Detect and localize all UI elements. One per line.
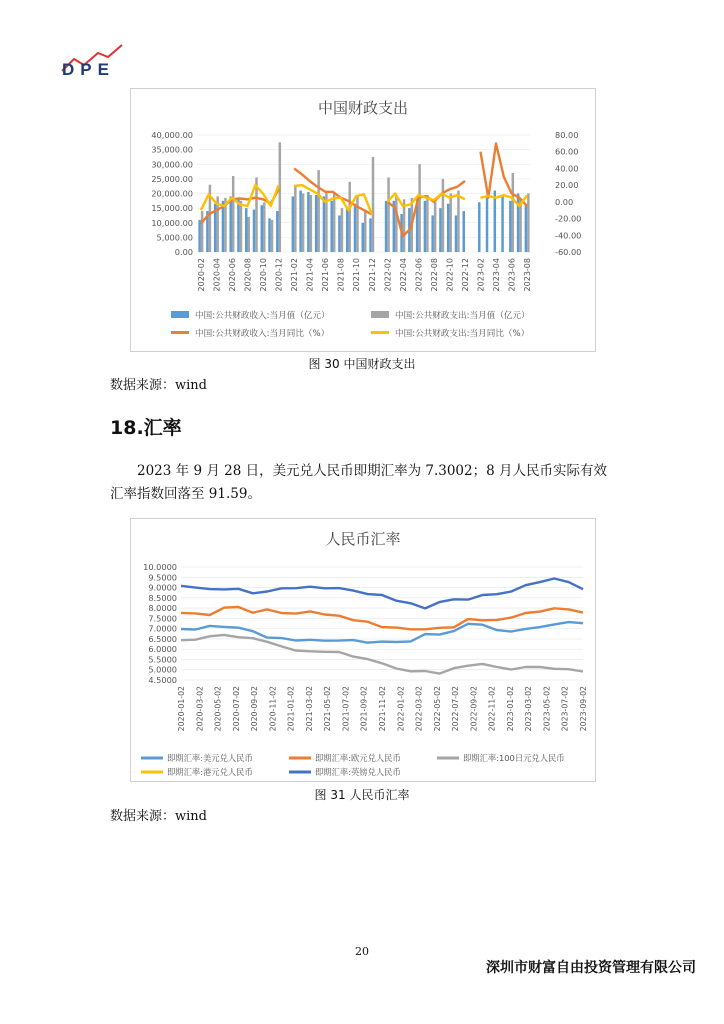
y2-tick-label: 40.00 — [555, 163, 579, 174]
x-tick-label: 2023-07-02 — [560, 686, 570, 732]
x-tick-label: 2020-12 — [274, 258, 284, 292]
bar — [307, 192, 309, 252]
bar — [317, 170, 319, 252]
bar — [372, 157, 374, 252]
bar — [229, 196, 231, 252]
fiscal-chart-svg — [131, 89, 595, 351]
x-tick-label: 2021-03-02 — [304, 686, 314, 732]
x-tick-label: 2023-08 — [523, 258, 533, 292]
bar — [418, 164, 420, 252]
y2-tick-label: 80.00 — [555, 130, 579, 140]
x-tick-label: 2022-12 — [460, 258, 470, 292]
y2-tick-label: 0.00 — [555, 196, 574, 207]
bar — [387, 177, 389, 252]
series-line — [181, 622, 583, 643]
bar — [364, 210, 366, 252]
bar — [501, 196, 503, 252]
x-tick-label: 2022-11-02 — [487, 686, 497, 732]
x-tick-label: 2023-05-02 — [542, 686, 552, 732]
bar — [341, 208, 343, 252]
y2-tick-label: 20.00 — [555, 180, 579, 191]
legend-label: 即期汇率:英镑兑人民币 — [315, 767, 401, 777]
bar — [462, 211, 464, 252]
y-tick-label: 5.0000 — [148, 664, 177, 675]
x-tick-label: 2021-10 — [352, 258, 362, 292]
bar — [292, 196, 294, 252]
bar — [263, 202, 265, 252]
bar — [486, 195, 488, 252]
figure-31-source: 数据来源：wind — [110, 809, 207, 824]
x-tick-label: 2020-06 — [227, 258, 237, 292]
bar — [478, 202, 480, 252]
y-tick-label: 35,000.00 — [151, 144, 193, 155]
bar — [268, 218, 270, 252]
y2-tick-label: -60.00 — [555, 247, 582, 257]
legend-label: 中国:公共财政收入:当月同比（%） — [195, 329, 330, 339]
y-tick-label: 10,000.00 — [151, 217, 193, 228]
x-tick-label: 2020-09-02 — [250, 686, 260, 732]
figure-30-source: 数据来源：wind — [110, 378, 207, 393]
bar — [449, 194, 451, 253]
bar — [426, 195, 428, 252]
chart-title: 中国财政支出 — [317, 99, 409, 117]
y-tick-label: 30,000.00 — [151, 159, 193, 170]
bar — [346, 208, 348, 252]
x-tick-label: 2021-06 — [321, 258, 331, 292]
bar — [279, 142, 281, 252]
bar — [424, 201, 426, 252]
x-tick-label: 2022-04 — [398, 258, 408, 292]
bar — [261, 205, 263, 252]
x-tick-label: 2022-09-02 — [469, 686, 479, 732]
y-tick-label: 20,000.00 — [151, 188, 193, 199]
x-tick-label: 2023-01-02 — [505, 686, 515, 732]
legend-label: 即期汇率:欧元兑人民币 — [315, 753, 401, 763]
legend-swatch — [171, 311, 189, 318]
x-tick-label: 2022-07-02 — [451, 686, 461, 732]
x-tick-label: 2020-01-02 — [177, 686, 186, 732]
page-number: 20 — [355, 945, 369, 958]
y-tick-label: 10.0000 — [143, 562, 177, 572]
y2-tick-label: -40.00 — [555, 230, 582, 241]
logo-text: DPE — [62, 60, 115, 79]
bar — [299, 191, 301, 252]
bar — [369, 218, 371, 252]
bar — [247, 217, 249, 252]
bar — [356, 196, 358, 252]
y2-tick-label: 60.00 — [555, 146, 579, 157]
x-tick-label: 2020-03-02 — [195, 686, 205, 732]
x-tick-label: 2023-06 — [507, 258, 517, 292]
x-tick-label: 2020-05-02 — [213, 686, 223, 732]
bar — [333, 194, 335, 253]
x-tick-label: 2023-03-02 — [524, 686, 534, 732]
bar — [276, 211, 278, 252]
y-tick-label: 8.5000 — [148, 592, 177, 603]
bar — [330, 201, 332, 252]
x-tick-label: 2021-09-02 — [359, 686, 369, 732]
y-tick-label: 5,000.00 — [156, 232, 193, 243]
x-tick-label: 2021-08 — [336, 258, 346, 292]
bar — [447, 204, 449, 252]
x-tick-label: 2022-06 — [414, 258, 424, 292]
x-tick-label: 2022-10 — [445, 258, 455, 292]
x-tick-label: 2021-05-02 — [323, 686, 333, 732]
x-tick-label: 2021-04 — [305, 258, 315, 292]
x-tick-label: 2021-07-02 — [341, 686, 351, 732]
bar — [362, 223, 364, 252]
bar — [310, 195, 312, 252]
y-tick-label: 6.0000 — [148, 644, 177, 655]
y-tick-label: 15,000.00 — [151, 203, 193, 214]
figure-30-caption: 图 30 中国财政支出 — [308, 357, 416, 371]
fx-chart-svg — [131, 519, 595, 781]
y2-tick-label: -20.00 — [555, 213, 582, 224]
x-tick-label: 2023-02 — [476, 258, 486, 292]
x-tick-label: 2021-11-02 — [378, 686, 387, 732]
y-tick-label: 7.5000 — [148, 613, 177, 624]
x-tick-label: 2020-02 — [196, 258, 206, 292]
bar — [294, 185, 296, 252]
x-tick-label: 2020-04 — [212, 258, 222, 292]
y-tick-label: 9.0000 — [148, 582, 177, 593]
x-tick-label: 2021-01-02 — [286, 686, 296, 732]
x-tick-label: 2023-09-02 — [579, 686, 588, 732]
company-name: 深圳市财富自由投资管理有限公司 — [486, 960, 696, 976]
legend-label: 即期汇率:美元兑人民币 — [167, 753, 253, 763]
bar — [302, 194, 304, 253]
x-tick-label: 2021-02 — [290, 258, 300, 292]
figure-31-caption: 图 31 人民币汇率 — [314, 788, 410, 802]
bar — [509, 201, 511, 252]
bar — [338, 215, 340, 252]
x-tick-label: 2020-11-02 — [268, 686, 278, 732]
section-heading: 18.汇率 — [110, 417, 182, 439]
y-tick-label: 0.00 — [174, 247, 193, 257]
bar — [237, 199, 239, 252]
paragraph-line-2: 汇率指数回落至 91.59。 — [110, 486, 261, 502]
y-tick-label: 25,000.00 — [151, 173, 193, 184]
x-tick-label: 2022-01-02 — [396, 686, 406, 732]
x-tick-label: 2020-10 — [259, 258, 269, 292]
y-tick-label: 4.5000 — [148, 675, 177, 685]
bar — [245, 208, 247, 252]
bar — [201, 211, 203, 252]
bar — [240, 201, 242, 252]
bar — [198, 220, 200, 252]
legend-label: 即期汇率:港元兑人民币 — [167, 767, 253, 777]
bar — [253, 210, 255, 252]
y-tick-label: 9.5000 — [148, 572, 177, 583]
x-tick-label: 2022-05-02 — [432, 686, 442, 732]
x-tick-label: 2022-02 — [383, 258, 393, 292]
legend-label: 即期汇率:100日元兑人民币 — [463, 753, 565, 763]
bar — [457, 191, 459, 252]
x-tick-label: 2023-04 — [492, 258, 502, 292]
y-tick-label: 5.5000 — [148, 654, 177, 665]
bar — [232, 176, 234, 252]
series-line — [181, 579, 583, 609]
bar — [455, 215, 457, 252]
y-tick-label: 40,000.00 — [151, 130, 193, 140]
rmb-exchange-rate-chart — [130, 518, 596, 782]
bar — [271, 220, 273, 252]
bar — [323, 196, 325, 252]
bar — [442, 179, 444, 252]
chart-title: 人民币汇率 — [325, 530, 401, 548]
bar — [512, 173, 514, 252]
bar — [348, 182, 350, 252]
y-tick-label: 7.0000 — [148, 623, 177, 634]
legend-label: 中国:公共财政支出:当月同比（%） — [395, 329, 530, 339]
bar — [439, 208, 441, 252]
paragraph-line-1: 2023 年 9 月 28 日，美元兑人民币即期汇率为 7.3002；8 月人民币实际有效 — [137, 463, 607, 479]
x-tick-label: 2020-08 — [243, 258, 253, 292]
x-tick-label: 2022-03-02 — [414, 686, 424, 732]
x-tick-label: 2022-08 — [429, 258, 439, 292]
x-tick-label: 2021-12 — [367, 258, 377, 292]
bar — [434, 199, 436, 252]
bar — [525, 205, 527, 252]
legend-swatch — [371, 311, 389, 318]
bar — [527, 194, 529, 253]
legend-label: 中国:公共财政收入:当月值（亿元） — [195, 311, 330, 321]
bar — [315, 195, 317, 252]
bar — [354, 204, 356, 252]
bar — [431, 215, 433, 252]
bar — [403, 199, 405, 252]
x-tick-label: 2020-07-02 — [231, 686, 241, 732]
bar — [395, 196, 397, 252]
y-tick-label: 8.0000 — [148, 603, 177, 614]
bar — [494, 191, 496, 252]
fiscal-expenditure-chart — [130, 88, 596, 352]
legend-label: 中国:公共财政支出:当月值（亿元） — [395, 311, 530, 321]
bar — [385, 201, 387, 252]
bar — [519, 199, 521, 252]
y-tick-label: 6.5000 — [148, 633, 177, 644]
